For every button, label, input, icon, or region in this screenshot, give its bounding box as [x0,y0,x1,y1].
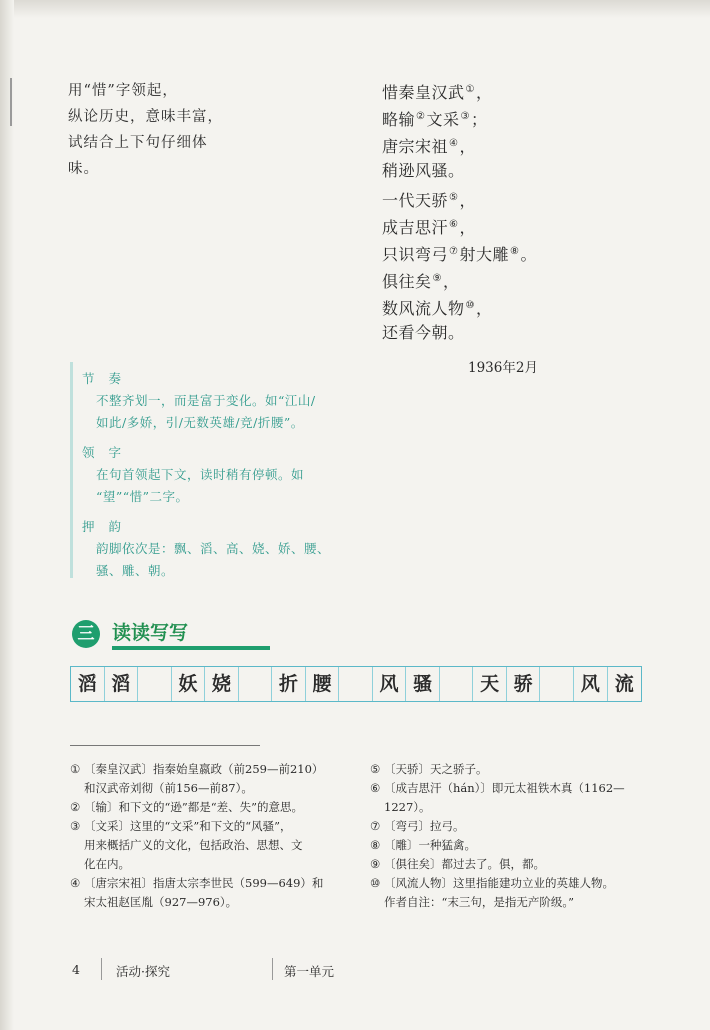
footnote [70,798,350,817]
poem-text-segment: ， [459,218,476,237]
footer-section-label: 活动·探究 [116,964,170,979]
footnote [370,817,650,836]
footnote [370,874,650,912]
footnote [370,836,650,855]
note-line: “望”“惜”二字。 [96,489,189,504]
note-body-lead-word [82,464,372,508]
poem-text-segment: 文采 [426,110,460,129]
footnote-line: 作者自注：“末三句，是指无产阶级。” [384,895,575,909]
poem-text-segment: 。 [520,245,537,264]
note-body-rhyme [82,538,372,582]
poem-text-segment: 只识弯弓 [382,245,449,264]
poem-text-segment: ， [475,299,493,318]
reading-notes-box [70,362,372,578]
footnote-divider [70,745,260,746]
poem-line [382,103,602,130]
footnote-marker: ⑦ [449,246,459,257]
section-title: 读读写写 [112,622,189,644]
grid-cell [138,667,172,701]
note-line: 如此/多娇，引/无数英雄/竞/折腰”。 [96,415,304,430]
footnote-marker: ③ [460,111,470,122]
footnote-marker: ⑥ [449,219,459,230]
footnote-marker: ② [416,111,426,122]
side-annotation-line: 纵论历史，意味丰富， [68,109,223,125]
grid-cell: 娆 [205,667,239,701]
side-annotation-line: 味。 [68,161,99,177]
poem-line [382,76,602,103]
grid-cell: 骄 [507,667,541,701]
footnote [370,760,650,779]
poem-line [382,292,602,319]
footnote-number: ① [70,762,81,776]
grid-cell: 流 [614,673,634,695]
poem-text-segment: 射大雕 [459,245,509,264]
page-top-edge [0,0,710,18]
footnote-marker: ⑤ [449,192,459,203]
footnote [70,817,350,874]
note-heading-rhythm: 节 奏 [82,371,126,386]
note-line: 韵脚依次是：飘、滔、高、娆、娇、腰、 [96,541,331,556]
footnote-line: 〔弯弓〕拉弓。 [384,819,465,833]
footnote-line: 〔文采〕这里的“文采”和下文的“风骚”， [84,819,292,833]
poem-text-segment: ， [459,191,476,210]
grid-cell [339,667,373,701]
footnote [70,874,350,912]
note-heading-rhyme: 押 韵 [82,519,126,534]
footnote-line: 〔雕〕一种猛禽。 [384,838,476,852]
writing-practice-grid [70,666,642,702]
poem-text-segment: 俱往矣 [382,272,432,291]
poem-text-segment: 稍逊风骚。 [382,161,465,180]
grid-cell [540,667,574,701]
footnote-number: ⑤ [370,762,381,776]
side-annotation-line: 用“惜”字领起， [68,83,178,99]
note-body-rhythm [82,390,372,434]
poem-text-segment: ； [470,110,488,129]
footer-divider [272,958,273,980]
footnote-number: ④ [70,876,81,890]
footnote [370,779,650,817]
poem-text-segment: ， [475,83,493,102]
footnote [70,760,350,798]
poem-line [382,157,602,184]
poem-text-segment: 唐宗宋祖 [382,137,449,156]
poem-line [382,319,602,346]
footnote-line: 〔风流人物〕这里指能建功立业的英雄人物。 [384,876,614,890]
footnote-line: 化在内。 [84,857,130,871]
footnote-number: ⑥ [370,781,381,795]
footnote-line: 1227）。 [384,800,431,814]
footnote-line: 和汉武帝刘彻（前156—前87）。 [84,781,253,795]
footnote-line: 〔成吉思汗（hán）〕即元太祖铁木真（1162— [384,781,625,795]
footnote-line: 〔俱往矣〕都过去了。俱，都。 [384,857,545,871]
poem-line [382,265,602,292]
grid-cell: 妖 [172,667,206,701]
footnote-line: 〔唐宗宋祖〕指唐太宗李世民（599—649）和 [84,876,324,890]
poem-text-segment: 成吉思汗 [382,218,449,237]
footnote-line: 〔天骄〕天之骄子。 [384,762,488,776]
footer-divider [101,958,102,980]
footnote-line: 用来概括广义的文化，包括政治、思想、文 [84,838,303,852]
footnote-number: ⑨ [370,857,381,871]
footnote-number: ② [70,800,81,814]
poem-line [382,211,602,238]
footnotes-right-column [370,760,650,912]
page-number: 4 [72,962,80,977]
footnote-marker: ⑩ [465,300,475,311]
grid-cell: 折 [272,667,306,701]
grid-cell: 滔 [105,667,139,701]
footnotes-left-column [70,760,350,912]
grid-cell: 风 [373,667,407,701]
footnote-marker: ⑨ [432,273,442,284]
poem-text-segment: 还看今朝。 [382,323,465,342]
grid-cell: 骚 [406,667,440,701]
footnote-number: ③ [70,819,81,833]
grid-cell: 滔 [71,667,105,701]
footnote-line: 〔秦皇汉武〕指秦始皇嬴政（前259—前210） [84,762,324,776]
poem-text-segment: 一代天骄 [382,191,449,210]
footnote-line: 〔输〕和下文的“逊”都是“差、失”的意思。 [84,800,304,814]
section-underline [112,646,270,650]
poem-line [382,130,602,157]
section-number-icon: 三 [72,620,100,648]
page-left-edge [0,0,14,1030]
grid-cell: 天 [473,667,507,701]
note-line: 骚、雕、朝。 [96,563,175,578]
grid-cell: 腰 [306,667,340,701]
margin-mark [10,78,12,126]
note-line: 不整齐划一，而是富于变化。如“江山/ [96,393,316,408]
footnote-line: 宋太祖赵匡胤（927—976）。 [84,895,238,909]
footnote-number: ⑦ [370,819,381,833]
poem-text-segment: ， [442,272,460,291]
poem-line [382,238,602,265]
poem-text-segment: 略输 [382,110,416,129]
footnote [370,855,650,874]
footnote-number: ⑧ [370,838,381,852]
grid-cell [440,667,474,701]
poem-text [382,76,602,346]
poem-date: 1936年2月 [468,360,538,376]
poem-text-segment: ， [459,137,476,156]
footnote-marker: ④ [449,138,459,149]
grid-cell: 风 [574,667,608,701]
footnote-number: ⑩ [370,876,381,890]
footnote-marker: ① [465,84,475,95]
poem-line [382,184,602,211]
side-annotation-line: 试结合上下句仔细体 [68,135,208,151]
note-line: 在句首领起下文，读时稍有停顿。如 [96,467,305,482]
footer-unit-label: 第一单元 [284,964,335,979]
poem-text-segment: 惜秦皇汉武 [382,83,465,102]
footnote-marker: ⑧ [510,246,520,257]
note-heading-lead-word: 领 字 [82,445,126,460]
side-annotation [68,78,238,182]
poem-text-segment: 数风流人物 [382,299,465,318]
grid-cell [239,667,273,701]
